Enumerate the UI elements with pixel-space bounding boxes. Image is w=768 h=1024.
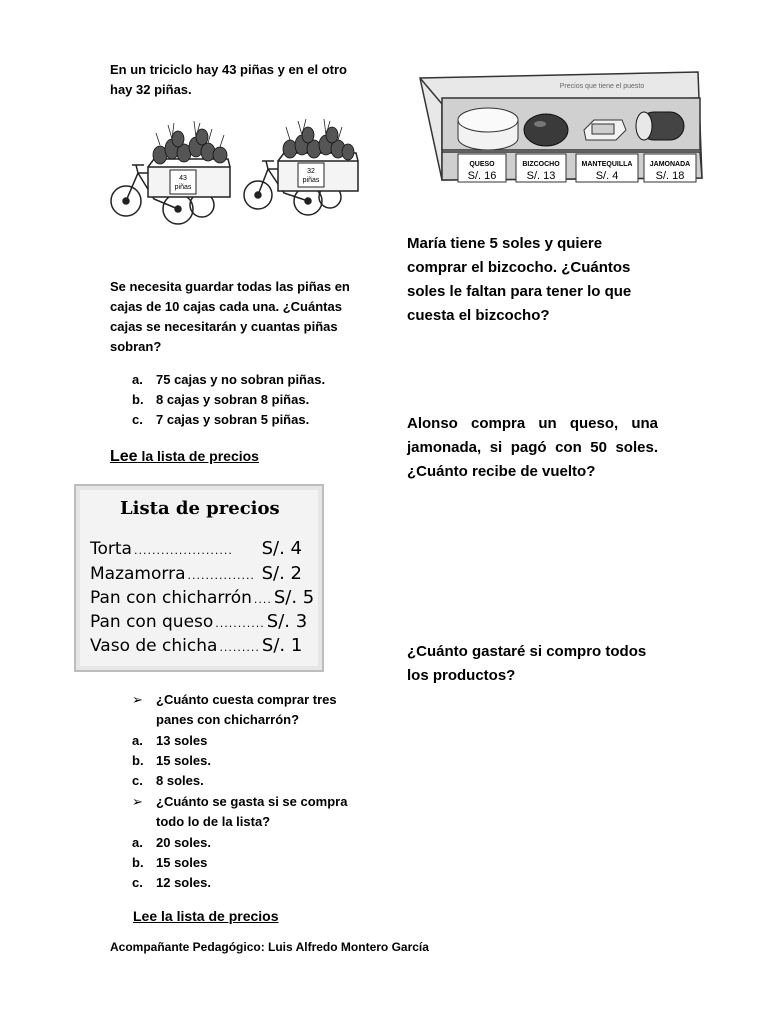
question-line: Alonso compra un queso, una [407,415,658,432]
option-b: b. 8 cajas y sobran 8 piñas. [132,392,310,407]
price-tag [516,154,566,182]
cart2-label-number: 32 [307,168,315,175]
price-row: Pan con chicharrón .... S/. 5 [90,587,315,608]
question-line: ¿Cuánto gastaré si compro todos [407,643,647,660]
price-row: Pan con queso ........... S/. 3 [90,611,308,632]
arrow-bullet-icon: ➢ [132,692,143,707]
cart1-label-word: piñas [174,184,192,191]
option-a: a. 75 cajas y no sobran piñas. [132,372,326,387]
lee-heading: Lee la lista de precios [110,448,259,465]
svg-text:S/. 18: S/. 18 [655,170,685,182]
price-list-title: Lista de precios [120,498,280,519]
option-c: c. 7 cajas y sobran 5 piñas. [132,412,310,427]
question-line: cuesta el bizcocho? [407,307,550,324]
tricycles-illustration [108,115,363,233]
question-line: todo lo de la lista? [156,814,271,829]
svg-text:S/. 13: S/. 13 [526,170,556,182]
problem1-question [110,277,365,357]
list-question-2 [132,792,372,832]
display-case-illustration [412,68,704,190]
question-line: jamonada, si pagó con 50 soles. [407,439,658,456]
svg-text:QUESO: QUESO [469,161,495,168]
price-tag [576,154,638,182]
pineapples-2 [283,119,354,160]
question-total [407,640,663,688]
cake-icon [524,114,568,146]
question-line: los productos? [407,667,516,684]
ham-icon [636,112,684,140]
svg-text:S/. 4: S/. 4 [595,170,619,182]
question-line: Se necesita guardar todas las piñas en [110,279,350,294]
option-b: b. 15 soles [132,855,208,870]
cart1-label-number: 43 [179,175,187,182]
footer-credit: Acompañante Pedagógico: Luis Alfredo Montero García [110,940,429,954]
question-line: María tiene 5 soles y quiere [407,235,603,252]
question-line: comprar el bizcocho. ¿Cuántos [407,259,631,276]
question-maria [407,232,659,328]
intro-line: En un triciclo hay 43 piñas y en el otro [110,62,347,77]
question-alonso [407,412,658,484]
question-line: soles le faltan para tener lo que [407,283,632,300]
option-a: a. 13 soles [132,733,208,748]
question-line: cajas se necesitarán y cuantas piñas [110,319,338,334]
question-line: sobran? [110,339,162,354]
question-line: ¿Cuánto cuesta comprar tres [156,692,337,707]
lee-heading-2: Lee la lista de precios [133,908,279,924]
option-b: b. 15 soles. [132,753,211,768]
price-tag [458,154,506,182]
option-c: c. 12 soles. [132,875,211,890]
arrow-bullet-icon: ➢ [132,794,143,809]
problem1-intro [110,60,370,100]
price-row: Mazamorra ............... S/. 2 [90,563,302,584]
question-line: ¿Cuánto se gasta si se compra [156,794,348,809]
pineapples-1 [153,121,227,164]
price-row: Vaso de chicha ......... S/. 1 [90,635,303,656]
price-tag [644,154,696,182]
list-question-1 [132,690,372,730]
question-line: ¿Cuánto recibe de vuelto? [407,463,596,480]
display-case-top-text: Precios que tiene el puesto [559,83,645,90]
intro-line: hay 32 piñas. [110,82,192,97]
svg-text:JAMONADA: JAMONADA [649,161,691,168]
butter-icon [584,120,626,140]
cart2-label-word: piñas [302,177,320,184]
price-row: Torta ...................... S/. 4 [90,538,302,559]
question-line: panes con chicharrón? [156,712,300,727]
svg-text:S/. 16: S/. 16 [467,170,497,182]
option-c: c. 8 soles. [132,773,204,788]
cheese-icon [458,108,518,150]
svg-text:MANTEQUILLA: MANTEQUILLA [581,161,633,168]
question-line: cajas de 10 cajas cada una. ¿Cuántas [110,299,342,314]
price-list-card [74,484,324,672]
option-a: a. 20 soles. [132,835,211,850]
svg-text:BIZCOCHO: BIZCOCHO [522,161,560,168]
